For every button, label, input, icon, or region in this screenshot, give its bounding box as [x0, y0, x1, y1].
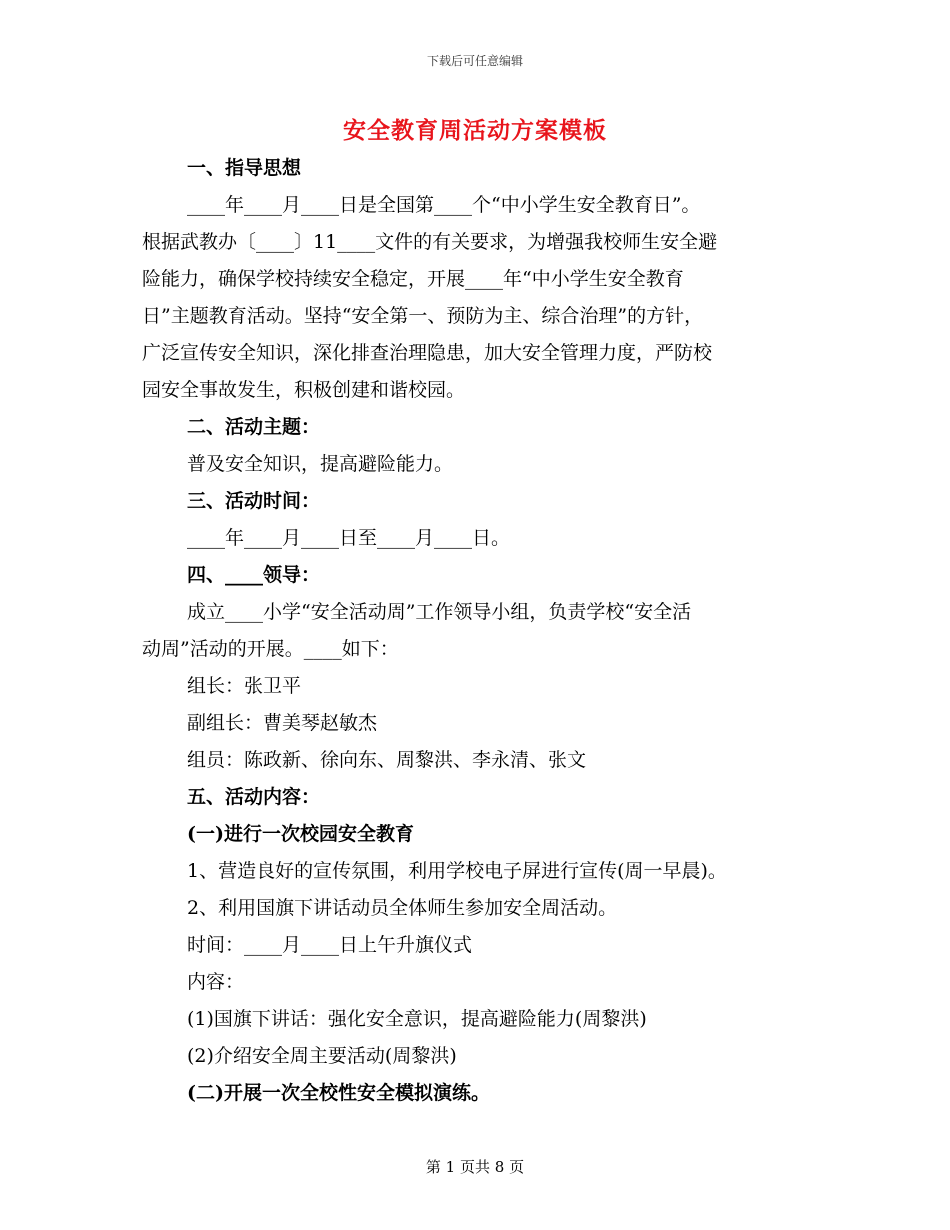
page-header-note: 下载后可任意编辑: [426, 54, 523, 68]
paragraph-line: ____年____月____日至____月____日。: [187, 527, 511, 549]
paragraph-line: 动周”活动的开展。____如下：: [142, 638, 399, 660]
document-title: 安全教育周活动方案模板: [343, 117, 607, 144]
paragraph-line: 广泛宣传安全知识，深化排查治理隐患，加大安全管理力度，严防校: [142, 342, 713, 364]
paragraph-line: (2)介绍安全周主要活动(周黎洪): [187, 1045, 457, 1067]
paragraph-line: (1)国旗下讲话：强化安全意识，提高避险能力(周黎洪): [187, 1008, 647, 1030]
heading-activity-theme: 二、活动主题：: [187, 416, 321, 438]
subheading-safety-drill: (二)开展一次全校性安全模拟演练。: [187, 1082, 490, 1104]
page-number: 第 1 页共 8 页: [425, 1158, 525, 1176]
paragraph-line: ____年____月____日是全国第____个“中小学生安全教育日”。: [187, 194, 701, 216]
paragraph-line: 组长：张卫平: [187, 675, 302, 697]
heading-activity-time: 三、活动时间：: [187, 490, 321, 512]
paragraph-line: 2、利用国旗下讲话动员全体师生参加安全周活动。: [187, 897, 618, 919]
heading-activity-content: 五、活动内容：: [187, 786, 321, 808]
paragraph-line: 内容：: [187, 971, 245, 993]
paragraph-line: 成立____小学“安全活动周”工作领导小组，负责学校“安全活: [187, 601, 692, 623]
heading-guiding-ideology: 一、指导思想: [187, 157, 302, 179]
heading-leadership: 四、____领导：: [187, 564, 321, 586]
paragraph-line: 普及安全知识，提高避险能力。: [187, 453, 454, 475]
paragraph-line: 险能力，确保学校持续安全稳定，开展____年“中小学生安全教育: [142, 268, 684, 290]
paragraph-line: 园安全事故发生，积极创建和谐校园。: [142, 379, 466, 401]
paragraph-line: 日”主题教育活动。坚持“安全第一、预防为主、综合治理”的方针，: [142, 305, 704, 327]
paragraph-line: 1、营造良好的宣传氛围，利用学校电子屏进行宣传(周一早晨)。: [187, 860, 727, 882]
paragraph-line: 时间：____月____日上午升旗仪式: [187, 934, 473, 956]
subheading-campus-safety: (一)进行一次校园安全教育: [187, 823, 414, 845]
paragraph-line: 副组长：曹美琴赵敏杰: [187, 712, 378, 734]
paragraph-line: 根据武教办〔____〕11____文件的有关要求，为增强我校师生安全避: [142, 231, 718, 253]
paragraph-line: 组员：陈政新、徐向东、周黎洪、李永清、张文: [187, 749, 587, 771]
